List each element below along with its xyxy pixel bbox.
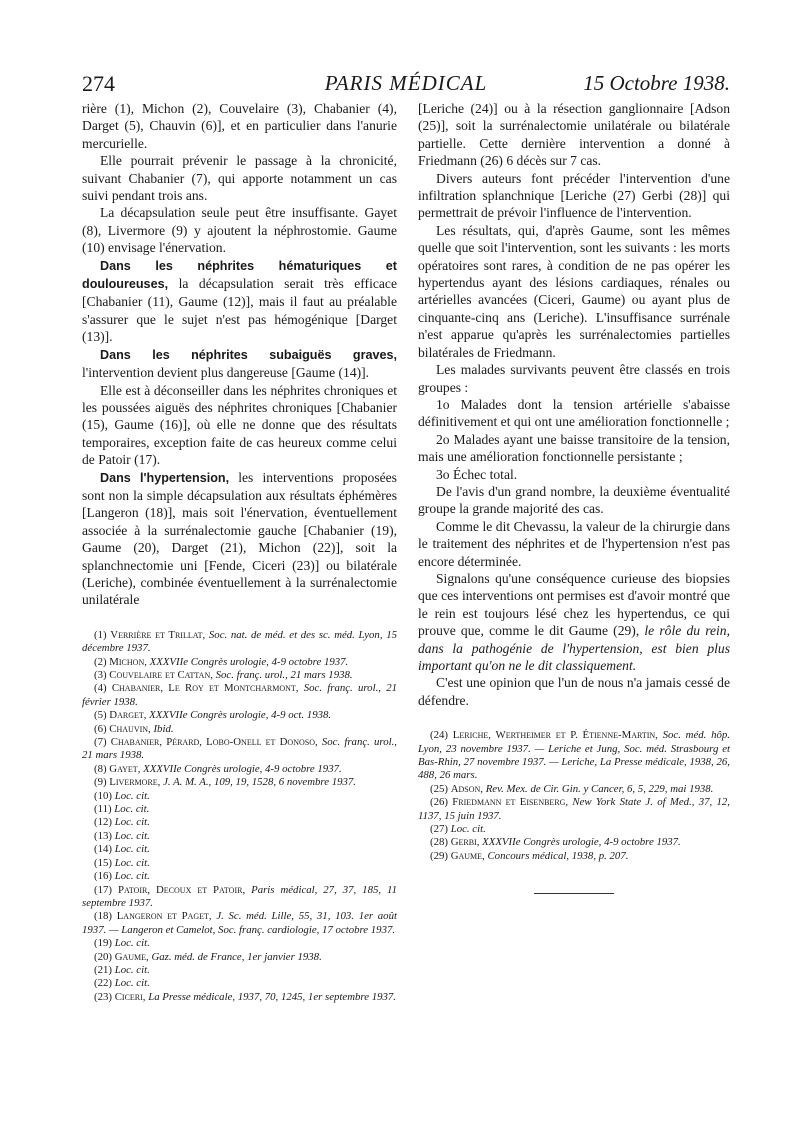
footnote: (13) Loc. cit. xyxy=(94,829,150,842)
footnote: (22) Loc. cit. xyxy=(94,977,150,990)
footnote: (20) Gaume, Gaz. méd. de France, 1er janvier 1938. xyxy=(94,950,322,963)
footnote: (11) Loc. cit. xyxy=(94,803,150,816)
issue-date: 15 Octobre 1938. xyxy=(583,71,730,95)
footnote: (26) Friedmann et Eisenberg, New York State J. of Med., 37, 12, 1137, 15 juin 1937. xyxy=(418,796,730,822)
footnote: (1) Verrière et Trillat, Soc. nat. de méd. et des sc. méd. Lyon, 15 décembre 1937. xyxy=(82,628,398,655)
footnotes-left xyxy=(82,629,397,1004)
paragraph xyxy=(418,570,730,674)
footnote: (15) Loc. cit. xyxy=(94,856,150,869)
bold-lead: Dans l'hypertension, xyxy=(100,470,230,485)
left-column xyxy=(82,100,397,1004)
footnote: (19) Loc. cit. xyxy=(94,937,150,950)
paragraph: Les résultats, qui, d'après Gaume, sont les mêmes quelle que soit l'intervention, sont les suivants : les morts opératoires sont rares, à condition de ne pas opérer les hypertendus ayant des lésions cardiaques, rénales ou artérielles avancées (Ciceri, Gaume) ou ayant plus de cinquante-cinq ans (Leriche). L'insuffisance surrénale n'est apparue qu'après les surrénalectomies partielles bilatérales de Friedmann. xyxy=(418,222,730,360)
footnote: (12) Loc. cit. xyxy=(94,816,150,829)
footnotes-right xyxy=(418,729,730,863)
paragraph: Les malades survivants peuvent être classés en trois groupes : xyxy=(418,362,730,395)
footnote: (7) Chabanier, Pérard, Lobo-Onell et Donoso, Soc. franç. urol., 21 mars 1938. xyxy=(82,736,398,762)
paragraph: C'est une opinion que l'un de nous n'a jamais cessé de défendre. xyxy=(418,675,730,708)
running-header xyxy=(82,71,730,101)
footnote: (6) Chauvin, Ibid. xyxy=(94,722,174,735)
paragraph xyxy=(82,257,397,346)
footnote: (18) Langeron et Paget, J. Sc. méd. Lille, 55, 31, 103. 1er août 1937. — Langeron et Camelot, Soc. franç. cardiologie, 17 octobre 1937. xyxy=(82,910,397,936)
paragraph: Elle est à déconseiller dans les néphrites chroniques et les poussées aiguës des néphrites chroniques [Chabanier (15), Gaume (16)], où elle ne donne que des résultats temporaires, exception faite de cas heureux comme celui de Patoir (17). xyxy=(82,382,397,468)
footnote: (4) Chabanier, Le Roy et Montcharmont, Soc. franç. urol., 21 février 1938. xyxy=(82,682,398,708)
footnote: (14) Loc. cit. xyxy=(94,843,150,856)
footnote: (5) Darget, XXXVIIe Congrès urologie, 4-9 oct. 1938. xyxy=(94,709,332,722)
paragraph xyxy=(82,469,397,609)
footnote: (24) Leriche, Wertheimer et P. Étienne-Martin, Soc. méd. hôp. Lyon, 23 novembre 1937. — Leriche et Jung, Soc. méd. Strasbourg et Bas-Rhin, 27 novembre 1937. — Leriche, La Presse médicale, 1938, 26, 488, 26 mars. xyxy=(418,729,730,782)
end-rule xyxy=(534,893,614,894)
journal-title: PARIS MÉDICAL xyxy=(324,71,488,95)
footnote: (8) Gayet, XXXVIIe Congrès urologie, 4-9 octobre 1937. xyxy=(94,762,342,775)
footnote: (25) Adson, Rev. Mex. de Cir. Gin. y Cancer, 6, 5, 229, mai 1938. xyxy=(430,782,714,795)
list-item: 3o Échec total. xyxy=(436,466,518,482)
paragraph: La décapsulation seule peut être insuffisante. Gayet (8), Livermore (9) y ajoutent la néphrostomie. Gaume (10) envisage l'énervation. xyxy=(82,205,397,256)
footnote: (28) Gerbi, XXXVIIe Congrès urologie, 4-9 octobre 1937. xyxy=(430,836,681,849)
paragraph-text: la décapsulation serait très efficace [Chabanier (11), Gaume (12)], mais il faut au préalable s'assurer que le sujet n'est pas hémogénique [Darget (13)]. xyxy=(82,276,397,345)
paragraph: De l'avis d'un grand nombre, la deuxième éventualité groupe la grande majorité des cas. xyxy=(418,483,730,517)
paragraph-text: Signalons qu'une conséquence curieuse des biopsies que ces interventions ont permises est d'avoir montré que le rein est toujours lésé chez les hypertendus, ce qui prouve que, comme le dit Gaume (29), xyxy=(418,570,730,639)
footnote: (29) Gaume, Concours médical, 1938, p. 207. xyxy=(430,849,629,862)
right-column xyxy=(418,100,730,894)
page-number: 274 xyxy=(82,71,115,96)
footnote: (3) Couvelaire et Cattan, Soc. franç. urol., 21 mars 1938. xyxy=(94,669,353,681)
paragraph xyxy=(82,346,397,382)
footnote: (21) Loc. cit. xyxy=(94,963,150,976)
bold-lead: Dans les néphrites subaiguës graves, xyxy=(100,347,397,362)
paragraph-text: les interventions proposées sont non la simple décapsulation aux résultats éphémères [Langeron (18)], mais soit l'énervation, éventuellement associée à la surrénalectomie gauche [Chabanier (19), Gaume (20), Darget (21), Michon (22)], soit la splanchnectomie uni [Fende, Ciceri (23)] ou bilatérale (Leriche), combinée éventuellement à la surrénalectomie unilatérale xyxy=(82,469,397,608)
paragraph-text: l'intervention devient plus dangereuse [Gaume (14)]. xyxy=(82,365,370,381)
footnote: (9) Livermore, J. A. M. A., 109, 19, 1528, 6 novembre 1937. xyxy=(94,776,356,789)
paragraph: rière (1), Michon (2), Couvelaire (3), Chabanier (4), Darget (5), Chauvin (6)], et en particulier dans l'anurie mercurielle. xyxy=(82,101,397,151)
footnote: (23) Ciceri, La Presse médicale, 1937, 70, 1245, 1er septembre 1937. xyxy=(94,990,396,1003)
bold-lead: Dans les néphrites hématuriques et douloureuses, xyxy=(82,258,397,292)
footnote: (17) Patoir, Decoux et Patoir, Paris médical, 27, 37, 185, 11 septembre 1937. xyxy=(82,883,398,909)
list-item: 1o Malades dont la tension artérielle s'abaisse définitivement et qui ont une amélioration fonctionnelle ; xyxy=(418,396,730,430)
emphasis-quote: le rôle du rein, dans la pathogénie de l'hypertension, est bien plus important qu'on ne le dit classiquement. xyxy=(418,623,730,673)
paragraph: Elle pourrait prévenir le passage à la chronicité, suivant Chabanier (7), qui apporte notamment un cas suivi pendant trois ans. xyxy=(82,153,397,204)
paragraph: Divers auteurs font précéder l'intervention d'une infiltration splanchnique [Leriche (27) Gerbi (28)] qui permettrait de prévoir l'influence de l'intervention. xyxy=(418,170,730,221)
paragraph: Comme le dit Chevassu, la valeur de la chirurgie dans le traitement des néphrites et de l'hypertension n'est pas encore déterminée. xyxy=(418,518,730,569)
footnote: (10) Loc. cit. xyxy=(94,789,150,802)
footnote: (27) Loc. cit. xyxy=(430,823,486,836)
list-item: 2o Malades ayant une baisse transitoire de la tension, mais une amélioration fonctionnelle persistante ; xyxy=(418,431,730,465)
footnote: (16) Loc. cit. xyxy=(94,870,150,883)
paragraph: [Leriche (24)] ou à la résection ganglionnaire [Adson (25)], soit la surrénalectomie unilatérale ou bilatérale partielle. Cette dernière intervention a donné à Friedmann (26) 6 décès sur 7 cas. xyxy=(418,101,730,169)
footnote: (2) Michon, XXXVIIe Congrès urologie, 4-9 octobre 1937. xyxy=(94,655,349,668)
